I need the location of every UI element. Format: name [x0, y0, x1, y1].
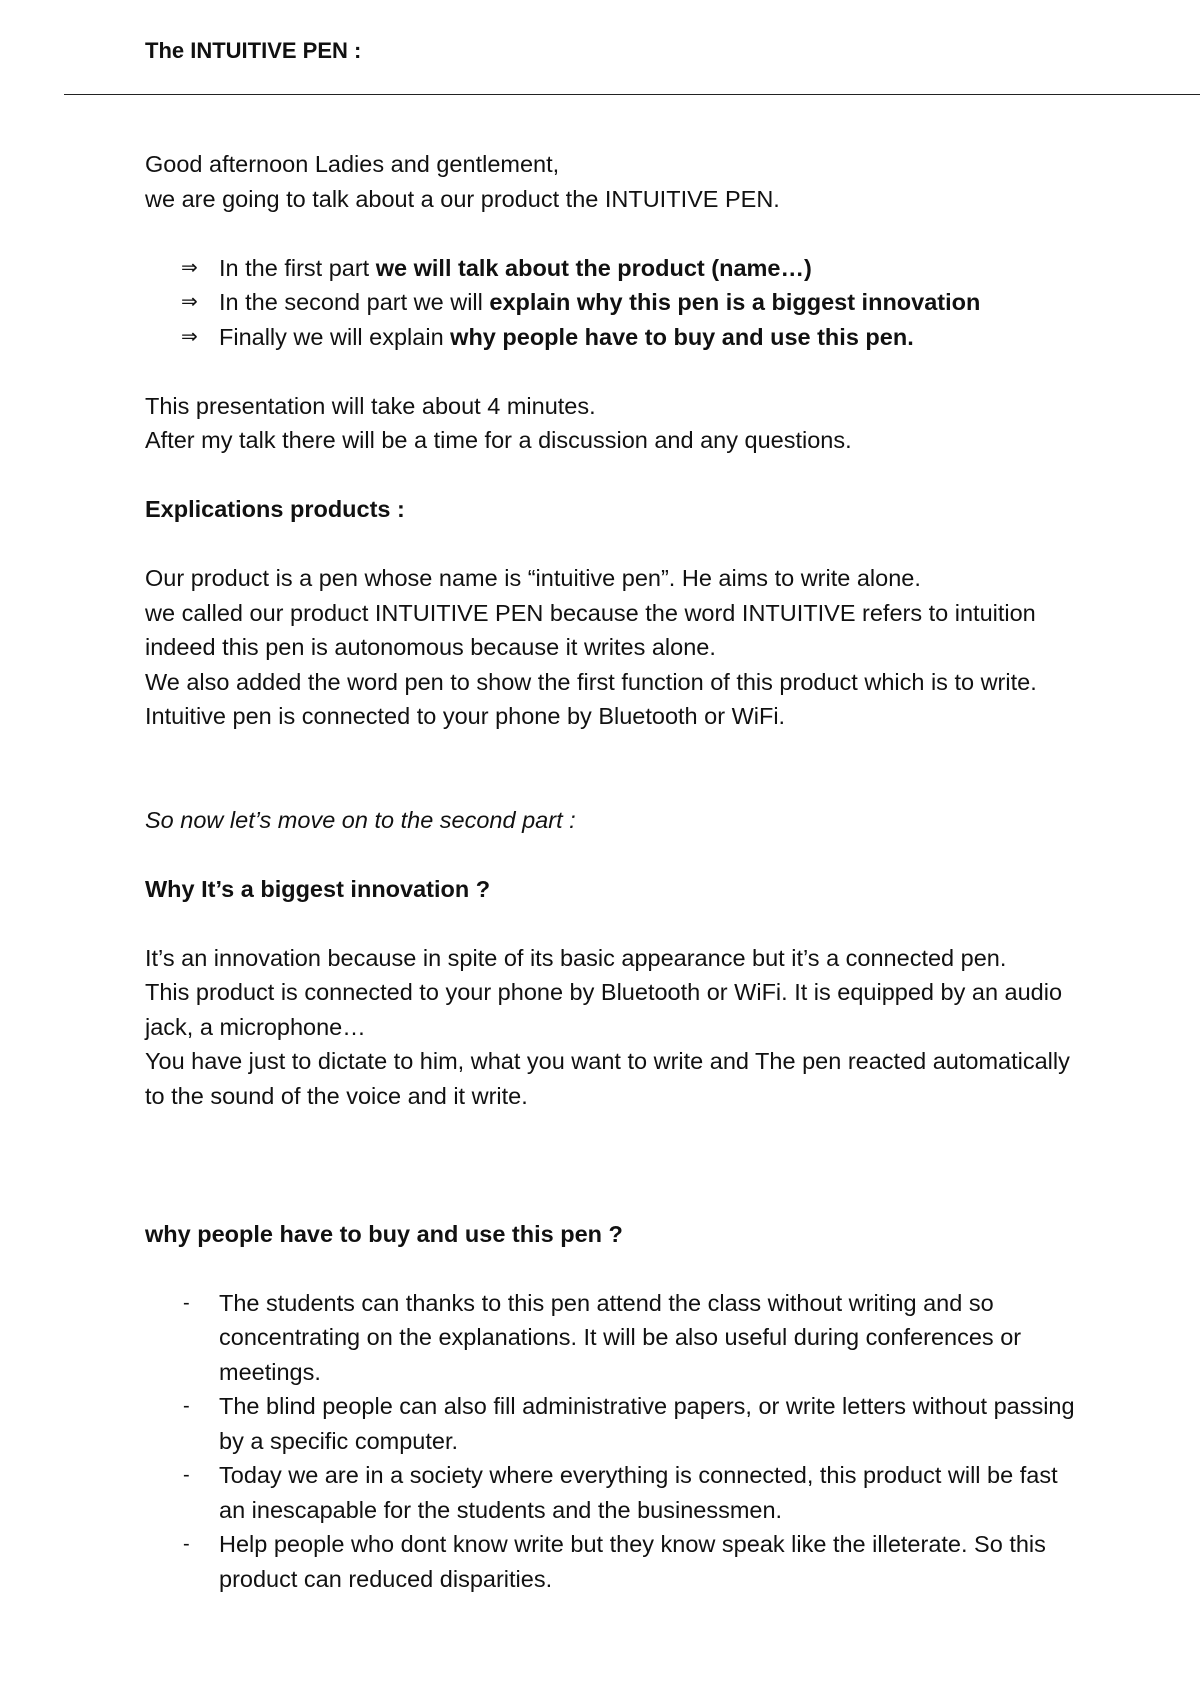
document-body	[145, 147, 1085, 1596]
spacer	[145, 458, 1085, 493]
reason-item-text: The blind people can also fill administrative papers, or write letters without passing by a specific computer.	[219, 1393, 1075, 1454]
header-divider	[64, 94, 1200, 95]
agenda-item-emphasis: we will talk about the product (name…)	[375, 254, 812, 281]
section-heading-innovation: Why It’s a biggest innovation ?	[145, 875, 491, 902]
product-paragraph: Our product is a pen whose name is “intuitive pen”. He aims to write alone.	[145, 565, 921, 591]
product-paragraph: We also added the word pen to show the first function of this product which is to write.	[145, 668, 1037, 695]
reason-item	[145, 1389, 1085, 1458]
arrow-bullet-icon: ⇒	[181, 325, 198, 348]
agenda-item-emphasis: why people have to buy and use this pen.	[450, 323, 914, 350]
spacer	[145, 216, 1085, 251]
reason-item-text: Today we are in a society where everything is connected, this product will be fast an inescapable for the students and the businessmen.	[219, 1462, 1058, 1523]
reason-item	[145, 1458, 1085, 1527]
spacer	[145, 1251, 1085, 1286]
greeting-line: Good afternoon Ladies and gentlement,	[145, 151, 560, 177]
agenda-item-text: In the first part	[219, 254, 376, 281]
innovation-paragraph: This product is connected to your phone by Bluetooth or WiFi. It is equipped by an audio jack, a microphone…	[145, 979, 1063, 1040]
dash-bullet-icon: -	[183, 1395, 190, 1417]
product-paragraph: we called our product INTUITIVE PEN because the word INTUITIVE refers to intuition indeed this pen is autonomous because it writes alone.	[145, 599, 1036, 660]
spacer	[145, 906, 1085, 941]
spacer	[145, 837, 1085, 872]
agenda-list	[145, 251, 1085, 355]
innovation-paragraph: You have just to dictate to him, what you want to write and The pen reacted automatically to the sound of the voice and it write.	[145, 1048, 1070, 1109]
agenda-item-text: In the second part we will	[219, 289, 490, 315]
timing-line: This presentation will take about 4 minutes.	[145, 392, 596, 419]
innovation-paragraph: It’s an innovation because in spite of its basic appearance but it’s a connected pen.	[145, 944, 1007, 971]
reason-item-text: Help people who dont know write but they know speak like the illeterate. So this product can reduced disparities.	[219, 1531, 1046, 1592]
document-title: The INTUITIVE PEN :	[145, 38, 362, 63]
section-heading-why-buy: why people have to buy and use this pen ?	[145, 1220, 623, 1247]
spacer	[145, 527, 1085, 562]
spacer	[145, 354, 1085, 389]
agenda-item	[145, 285, 1085, 320]
intro-line: we are going to talk about a our product the INTUITIVE PEN.	[145, 185, 780, 212]
agenda-item	[145, 320, 1085, 355]
section-heading-explications: Explications products :	[145, 496, 405, 522]
transition-line: So now let’s move on to the second part :	[145, 806, 576, 833]
reason-item	[145, 1527, 1085, 1596]
reason-item-text: The students can thanks to this pen attend the class without writing and so concentrating on the explanations. It will be also useful during conferences or meetings.	[219, 1289, 1022, 1385]
dash-bullet-icon: -	[183, 1291, 190, 1314]
agenda-item	[145, 251, 1085, 286]
dash-bullet-icon: -	[183, 1464, 190, 1486]
spacer	[145, 1113, 1085, 1217]
discussion-line: After my talk there will be a time for a discussion and any questions.	[145, 427, 852, 453]
dash-bullet-icon: -	[183, 1533, 190, 1555]
arrow-bullet-icon: ⇒	[181, 256, 198, 279]
agenda-item-emphasis: explain why this pen is a biggest innovation	[489, 289, 981, 315]
spacer	[145, 734, 1085, 803]
product-paragraph: Intuitive pen is connected to your phone by Bluetooth or WiFi.	[145, 703, 786, 729]
arrow-bullet-icon: ⇒	[181, 291, 198, 313]
reasons-list	[145, 1286, 1085, 1597]
agenda-item-text: Finally we will explain	[219, 323, 451, 350]
reason-item	[145, 1286, 1085, 1390]
